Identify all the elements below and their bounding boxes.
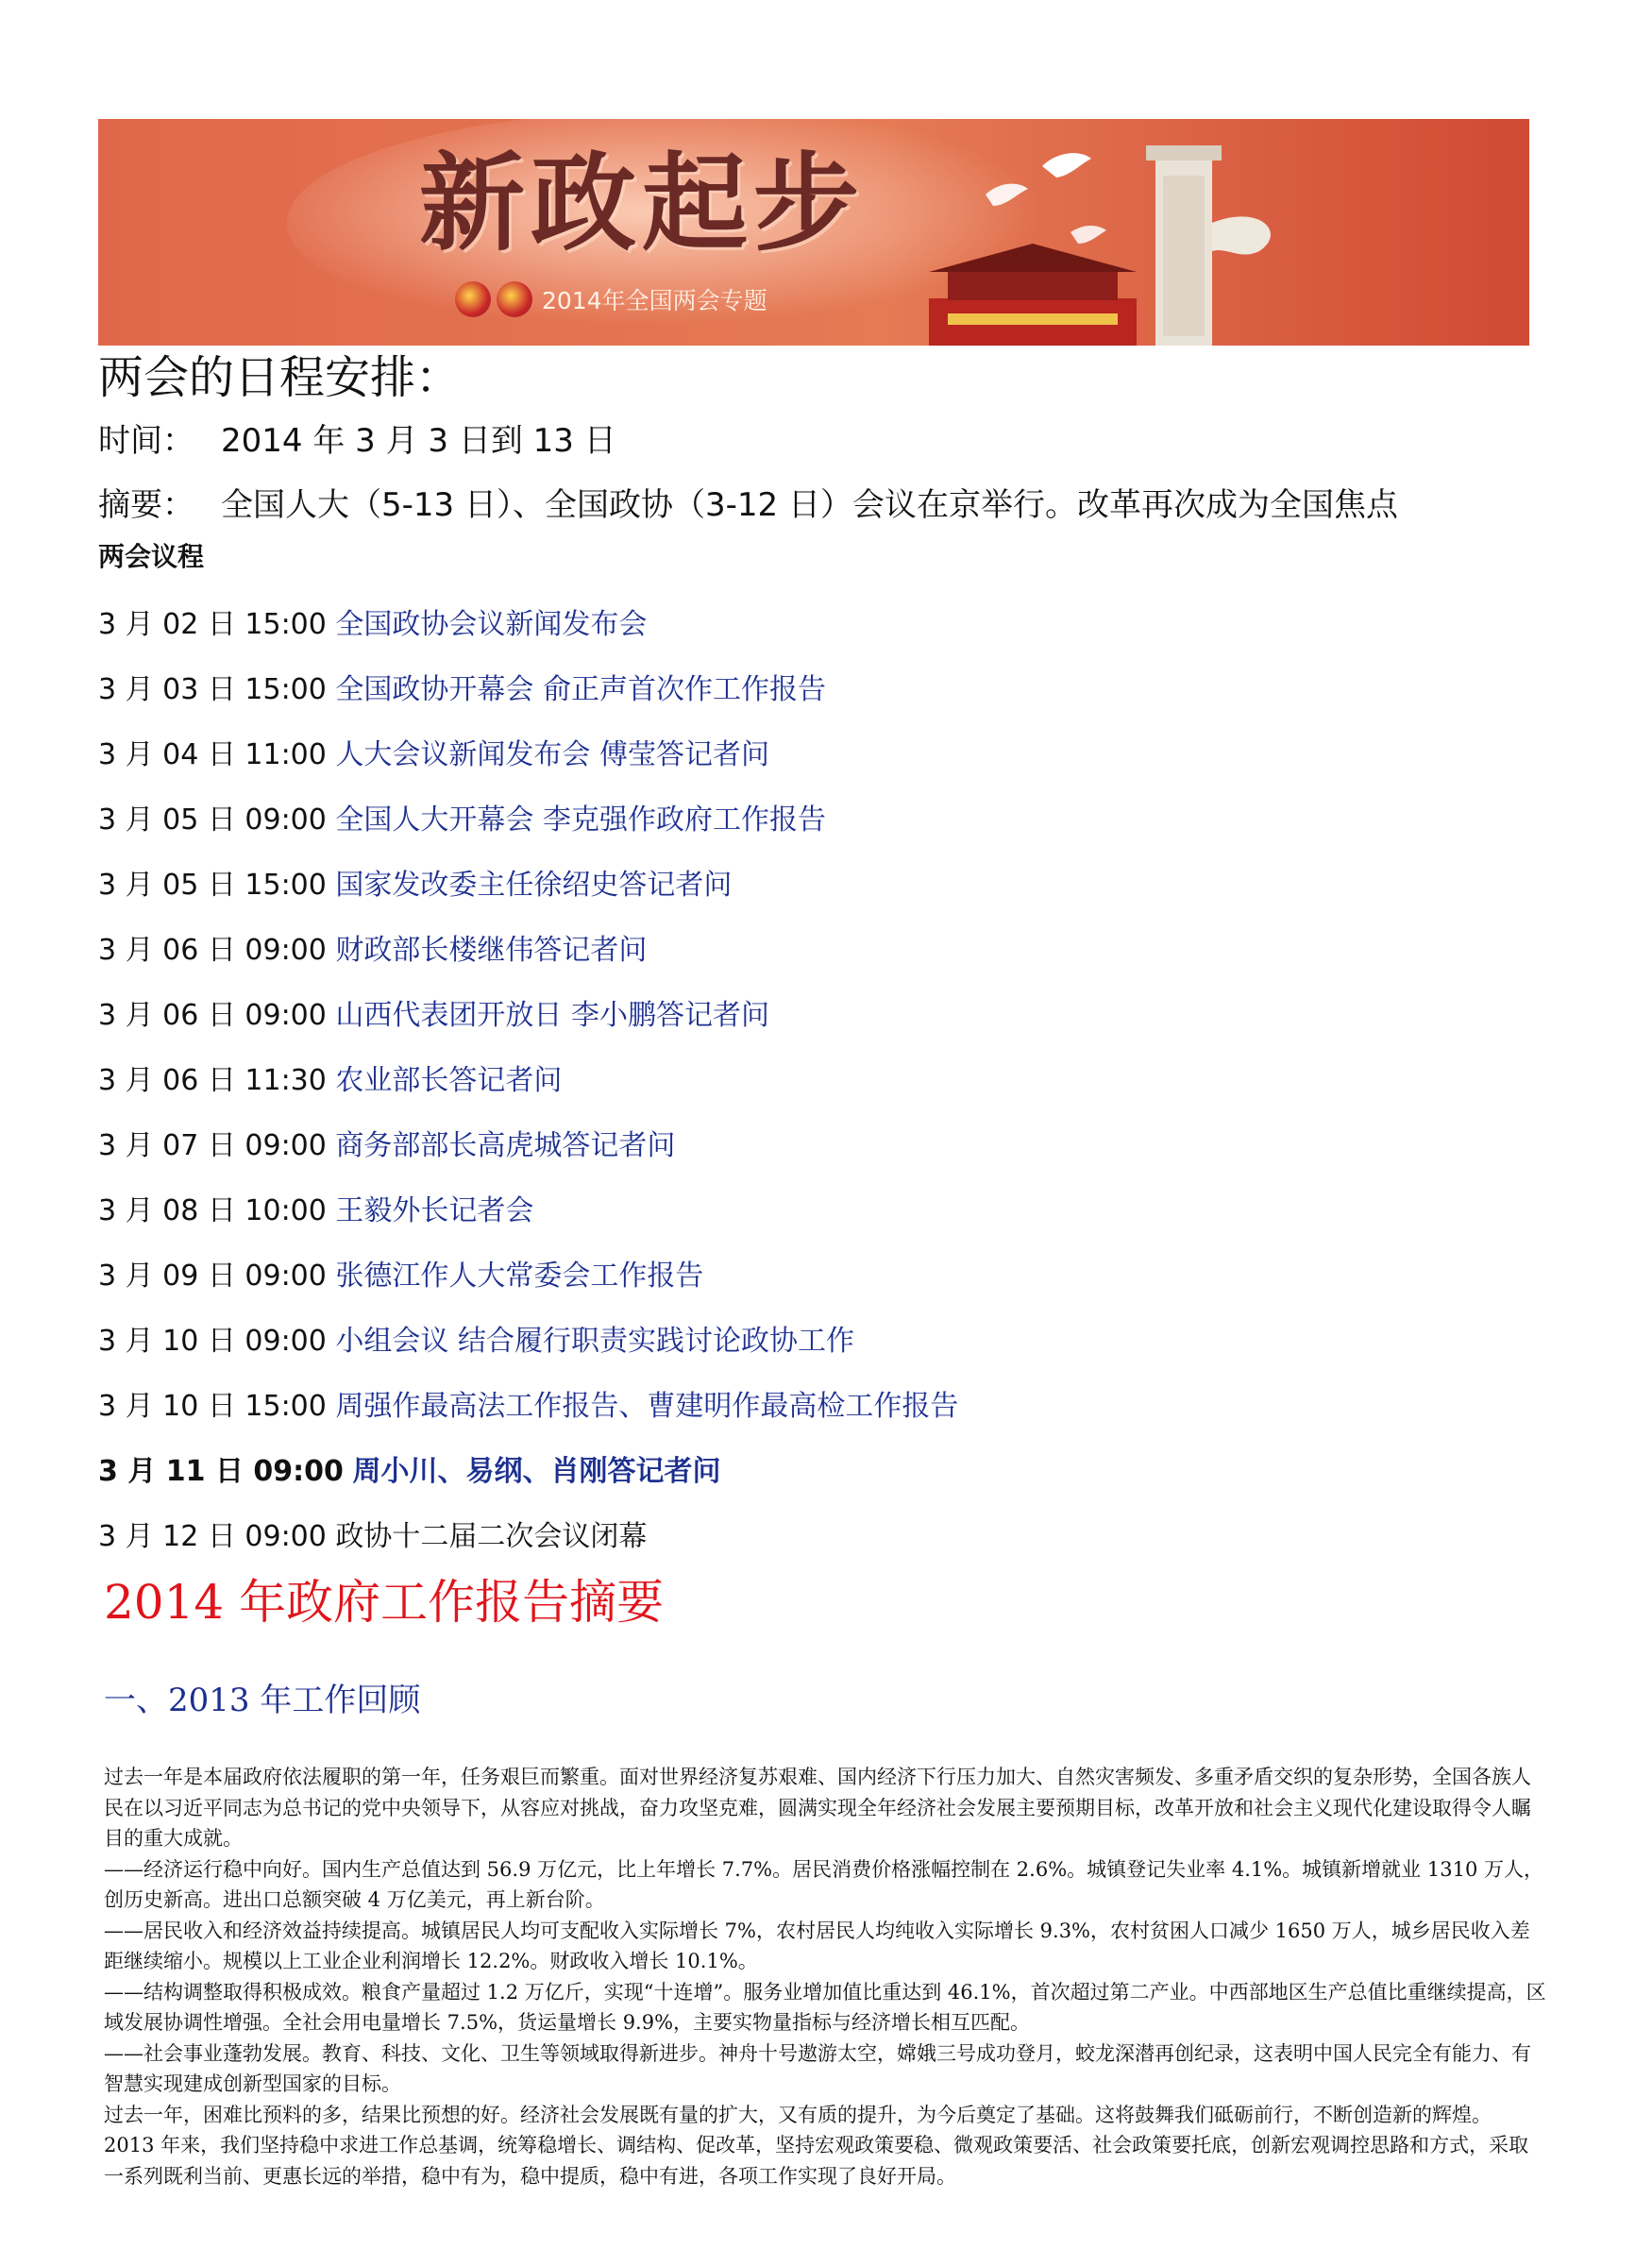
report-paragraph: ——社会事业蓬勃发展。教育、科技、文化、卫生等领域取得新进步。神舟十号遨游太空，嫦娥三号成功登月，蛟龙深潜再创纪录，这表明中国人民完全有能力、有智慧实现建成创新型国家的目标。 <box>104 2041 1531 2095</box>
agenda-event: 财政部长楼继伟答记者问 <box>335 934 648 967</box>
agenda-datetime: 3 月 03 日 15:00 <box>98 673 327 706</box>
report-paragraph: 过去一年是本届政府依法履职的第一年，任务艰巨而繁重。面对世界经济复苏艰难、国内经济下行压力加大、自然灾害频发、多重矛盾交织的复杂形势，全国各族人民在以习近平同志为总书记的党中央领导下，从容应对挑战，奋力攻坚克难，圆满实现全年经济社会发展主要预期目标，改革开放和社会主义现代化建设取得令人瞩目的重大成就。 <box>104 1766 1531 1850</box>
agenda-datetime: 3 月 05 日 09:00 <box>98 803 327 837</box>
agenda-event: 张德江作人大常委会工作报告 <box>335 1260 704 1293</box>
agenda-datetime: 3 月 12 日 09:00 <box>98 1520 327 1553</box>
time-label: 时间： <box>98 422 194 460</box>
agenda-item <box>98 1323 1571 1388</box>
report-title: 2014 年政府工作报告摘要 <box>104 1575 665 1630</box>
emblems <box>455 281 538 317</box>
agenda-item <box>98 1518 1571 1583</box>
report-paragraph: ——居民收入和经济效益持续提高。城镇居民人均可支配收入实际增长 7%，农村居民人均纯收入实际增长 9.3%，农村贫困人口减少 1650 万人，城乡居民收入差距继续缩小。规模以上工业企业利润增长 12.2%。财政收入增长 10.1%。 <box>104 1919 1530 1972</box>
agenda-item <box>98 1258 1571 1323</box>
section-title: 一、2013 年工作回顾 <box>104 1682 421 1719</box>
agenda-event: 王毅外长记者会 <box>335 1194 534 1227</box>
report-paragraph: ——结构调整取得积极成效。粮食产量超过 1.2 万亿斤，实现“十连增”。服务业增加值比重达到 46.1%，首次超过第二产业。中西部地区生产总值比重继续提高，区域发展协调性增强。全社会用电量增长 7.5%，货运量增长 9.9%，主要实物量指标与经济增长相互匹配。 <box>104 1980 1546 2034</box>
agenda-item <box>98 1453 1571 1518</box>
agenda-title: 两会议程 <box>98 541 205 572</box>
agenda-item <box>98 867 1571 932</box>
report-paragraph: 过去一年，困难比预料的多，结果比预想的好。经济社会发展既有量的扩大，又有质的提升，为今后奠定了基础。这将鼓舞我们砥砺前行，不断创造新的辉煌。 <box>104 2103 1492 2126</box>
agenda-datetime: 3 月 06 日 09:00 <box>98 999 327 1032</box>
agenda-event: 商务部部长高虎城答记者问 <box>335 1129 676 1162</box>
agenda-datetime: 3 月 06 日 11:30 <box>98 1064 327 1097</box>
cppcc-emblem-icon <box>497 281 532 317</box>
agenda-item <box>98 606 1571 671</box>
agenda-event: 周小川、易纲、肖刚答记者问 <box>352 1455 721 1488</box>
time-value: 2014 年 3 月 3 日到 13 日 <box>221 422 616 460</box>
agenda-event: 政协十二届二次会议闭幕 <box>335 1520 648 1553</box>
header-banner <box>98 119 1529 346</box>
schedule-summary <box>98 486 1398 524</box>
agenda-item <box>98 1062 1571 1127</box>
agenda-datetime: 3 月 02 日 15:00 <box>98 608 327 641</box>
agenda-event: 人大会议新闻发布会 傅莹答记者问 <box>335 738 769 771</box>
agenda-list <box>98 606 1571 1583</box>
agenda-datetime: 3 月 10 日 15:00 <box>98 1390 327 1423</box>
agenda-datetime: 3 月 08 日 10:00 <box>98 1194 327 1227</box>
agenda-item <box>98 1388 1571 1453</box>
national-emblem-icon <box>455 281 491 317</box>
agenda-datetime: 3 月 04 日 11:00 <box>98 738 327 771</box>
agenda-event: 山西代表团开放日 李小鹏答记者问 <box>335 999 769 1032</box>
agenda-item <box>98 802 1571 867</box>
agenda-datetime: 3 月 06 日 09:00 <box>98 934 327 967</box>
agenda-datetime: 3 月 11 日 09:00 <box>98 1455 344 1488</box>
agenda-event: 周强作最高法工作报告、曹建明作最高检工作报告 <box>335 1390 959 1423</box>
banner-subtitle: 2014年全国两会专题 <box>542 287 767 314</box>
report-paragraph: ——经济运行稳中向好。国内生产总值达到 56.9 万亿元，比上年增长 7.7%。居民消费价格涨幅控制在 2.6%。城镇登记失业率 4.1%。城镇新增就业 1310 万人，创历史新高。进出口总额突破 4 万亿美元，再上新台阶。 <box>104 1857 1543 1911</box>
agenda-item <box>98 736 1571 802</box>
agenda-item <box>98 997 1571 1062</box>
summary-label: 摘要： <box>98 486 194 524</box>
agenda-event: 农业部长答记者问 <box>335 1064 563 1097</box>
agenda-event: 全国人大开幕会 李克强作政府工作报告 <box>335 803 826 837</box>
agenda-datetime: 3 月 09 日 09:00 <box>98 1260 327 1293</box>
report-paragraph: 2013 年来，我们坚持稳中求进工作总基调，统筹稳增长、调结构、促改革，坚持宏观政策要稳、微观政策要活、社会政策要托底，创新宏观调控思路和方式，采取一系列既利当前、更惠长远的举措，稳中有为，稳中提质，稳中有进，各项工作实现了良好开局。 <box>104 2134 1529 2188</box>
agenda-event: 国家发改委主任徐绍史答记者问 <box>335 869 733 902</box>
agenda-datetime: 3 月 05 日 15:00 <box>98 869 327 902</box>
agenda-datetime: 3 月 07 日 09:00 <box>98 1129 327 1162</box>
agenda-item <box>98 671 1571 736</box>
agenda-item <box>98 1127 1571 1192</box>
schedule-time <box>98 422 616 460</box>
agenda-event: 全国政协会议新闻发布会 <box>335 608 648 641</box>
agenda-event: 全国政协开幕会 俞正声首次作工作报告 <box>335 673 826 706</box>
agenda-event: 小组会议 结合履行职责实践讨论政协工作 <box>335 1325 854 1358</box>
agenda-item <box>98 932 1571 997</box>
agenda-datetime: 3 月 10 日 09:00 <box>98 1325 327 1358</box>
report-body <box>104 1762 1548 2191</box>
schedule-title: 两会的日程安排： <box>98 351 462 404</box>
banner-title: 新政起步 <box>419 142 865 265</box>
agenda-item <box>98 1192 1571 1258</box>
summary-value: 全国人大（5-13 日）、全国政协（3-12 日）会议在京举行。改革再次成为全国焦点 <box>221 486 1398 524</box>
